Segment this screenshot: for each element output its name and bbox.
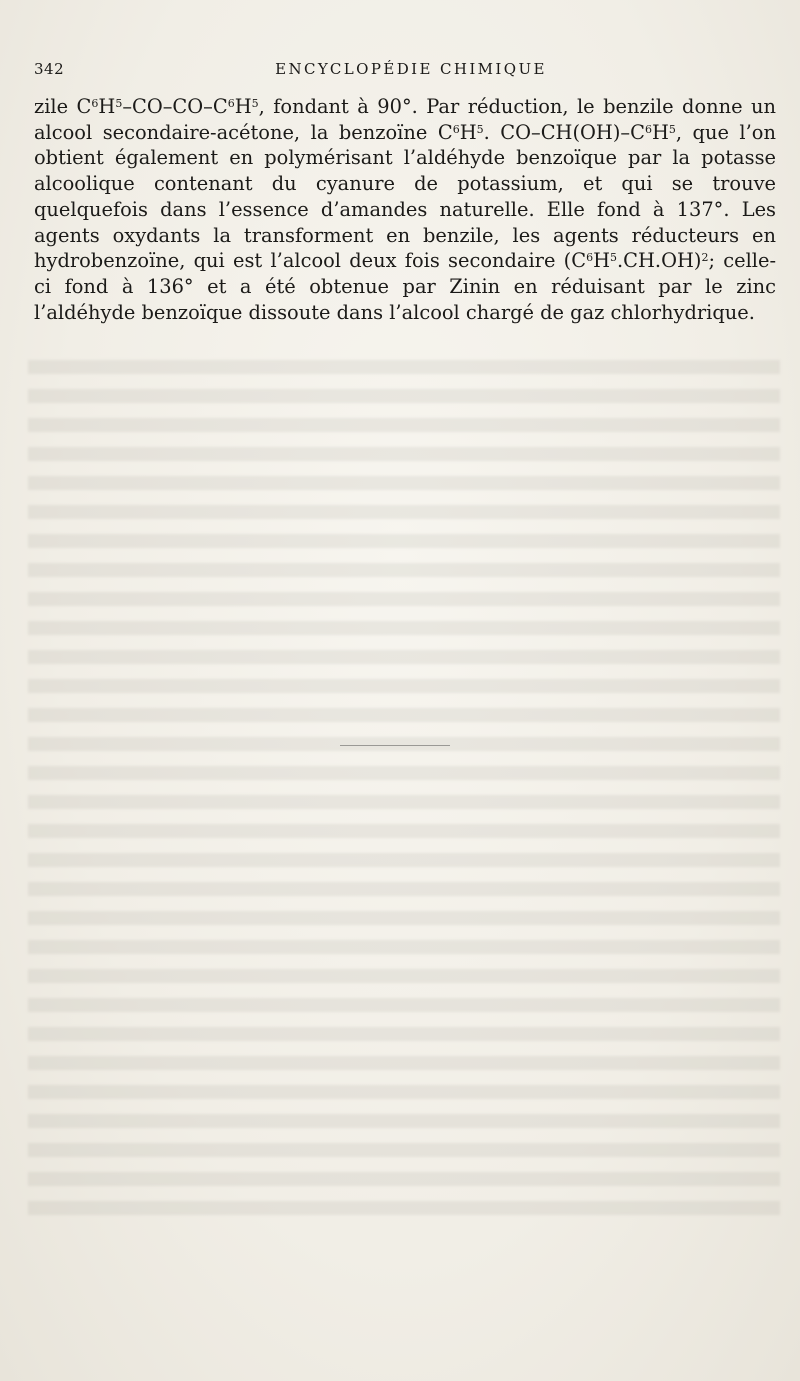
superscript: 5 <box>476 122 484 136</box>
text-run: , que l’on obtient également en polymérisant l’aldéhyde benzoïque par la potasse alcoolique contenant du cyanure de potassium, et qui se trouve quelquefois dans l’essence d’amandes naturelle. Elle fond à 137°. Les agents oxydants la transforment en benzile, les agents réducteurs en hydrobenzoïne, qui est l’alcool deux fois secondaire (C <box>34 120 776 273</box>
text-run: H <box>459 120 477 144</box>
page-header <box>34 60 774 80</box>
superscript: 6 <box>452 122 460 136</box>
superscript: 6 <box>91 97 99 110</box>
text-run: H <box>593 249 610 273</box>
text-run: ; celle-ci fond à 136° et a été obtenue par Zinin en réduisant par le zinc l’aldéhyde benzoïque dissoute dans l’alcool chargé de gaz chlorhydrique. <box>34 249 776 324</box>
text-run: H <box>234 95 252 118</box>
text-run: .CH.OH) <box>617 249 702 273</box>
superscript: 5 <box>251 97 259 110</box>
text-run: H <box>651 120 669 144</box>
page-number: 342 <box>34 60 65 78</box>
show-through-text <box>28 360 780 1220</box>
superscript: 6 <box>227 97 235 110</box>
superscript: 6 <box>644 122 652 136</box>
superscript: 5 <box>610 251 617 265</box>
text-run: H <box>98 95 116 118</box>
text-run: , fondant à 90°. Par réduction, le benzile donne un alcool secondaire-acétone, la benzoïne C <box>34 95 776 144</box>
superscript: 5 <box>668 122 676 136</box>
superscript: 5 <box>115 97 123 110</box>
body-paragraph <box>34 94 776 325</box>
show-through-rule <box>340 745 450 746</box>
text-run: . CO–CH(OH)–C <box>483 120 645 144</box>
text-run: –CO–CO–C <box>122 95 228 118</box>
superscript: 2 <box>701 251 709 265</box>
text-run: zile C <box>34 95 92 118</box>
running-head: ENCYCLOPÉDIE CHIMIQUE <box>275 60 547 78</box>
superscript: 6 <box>586 251 594 265</box>
